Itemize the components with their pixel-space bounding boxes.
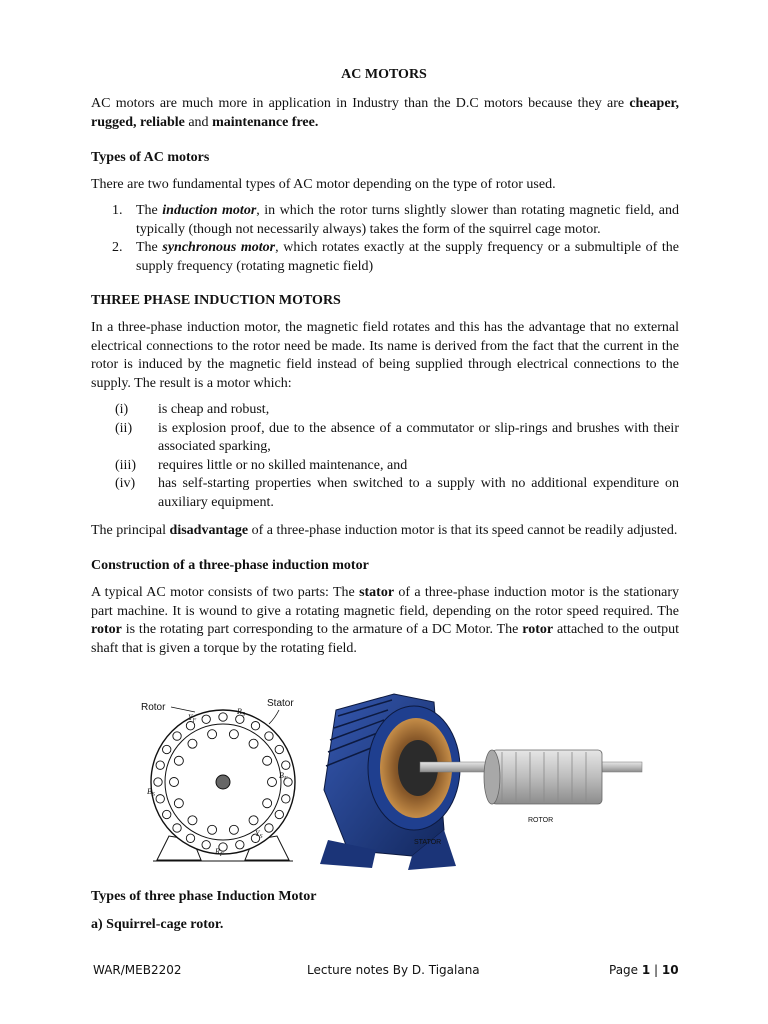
stator-slot <box>202 841 210 849</box>
three-phase-paragraph: In a three-phase induction motor, the magnetic field rotates and this has the advantage that no external electrical connections to the rotor need be made. Its name is derived from the fact that the current in the rotor is induced by the magnetic field instead of being supplied through electrical connections to the supply. The result is a motor which: <box>91 320 679 391</box>
shaft <box>216 775 230 789</box>
stator-slot <box>163 745 171 753</box>
list-item: (i) is cheap and robust, <box>115 402 270 417</box>
stator-slot <box>275 810 283 818</box>
motor-photo <box>316 680 646 872</box>
rotor-bar <box>263 799 272 808</box>
svg-text:RS: $R_S$ <box>237 707 245 718</box>
stator-slot <box>173 732 181 740</box>
photo-label-stator: STATOR <box>414 839 442 846</box>
stator-slot <box>156 761 164 769</box>
rotor-bar <box>188 739 197 748</box>
stator-slot <box>275 745 283 753</box>
rotor-bar <box>249 739 258 748</box>
rotor-bar <box>188 816 197 825</box>
list-item: (iii) requires little or no skilled maintenance, and <box>115 457 408 473</box>
rotor-bar <box>263 756 272 765</box>
stator-slot <box>154 778 162 786</box>
svg-text:YF: $Y_F$ <box>188 713 197 724</box>
label-rotor: Rotor <box>141 702 166 713</box>
stator-slot <box>236 841 244 849</box>
stator-slot <box>202 715 210 723</box>
rotor-bar <box>268 778 277 787</box>
stator-slot <box>251 722 259 730</box>
types-list <box>91 202 679 276</box>
term-stator: stator <box>359 585 395 600</box>
svg-text:BF: $B_F$ <box>279 771 288 782</box>
rotor-leader-line <box>171 707 195 712</box>
disadvantage-paragraph: The principal disadvantage of a three-phase induction motor is that its speed cannot be readily adjusted. <box>91 523 678 538</box>
intro-text: AC motors are much more in application in Industry than the D.C motors because they are <box>91 96 630 111</box>
intro-and: and <box>184 114 213 130</box>
term-rotor: rotor <box>91 622 122 637</box>
stator-slot <box>282 761 290 769</box>
list-item: (iv) has self-starting properties when switched to a supply with no additional expenditure on auxiliary equipment. <box>115 476 679 510</box>
stator-leader-line <box>269 710 279 724</box>
advantages-list <box>91 401 679 512</box>
term-synchronous-motor: synchronous motor <box>162 240 276 255</box>
construction-heading: Construction of a three-phase induction motor <box>91 558 369 573</box>
svg-text:BS: $B_S$ <box>147 787 155 798</box>
rotor-bar <box>208 730 217 739</box>
stator-slot <box>186 834 194 842</box>
rotor-bar <box>174 799 183 808</box>
types-three-phase-heading: Types of three phase Induction Motor <box>91 889 317 904</box>
list-item: 2. The synchronous motor, which rotates exactly at the supply frequency or a submultiple of the supply frequency (rotating magnetic field) <box>112 240 680 274</box>
types-heading: Types of AC motors <box>91 150 210 165</box>
footer-author: Lecture notes By D. Tigalana <box>307 963 480 977</box>
rotor-bar <box>208 825 217 834</box>
rotor-bar <box>170 778 179 787</box>
rotor-bar <box>229 730 238 739</box>
stator-slot <box>156 795 164 803</box>
rotor-bar <box>249 816 258 825</box>
stator-slot <box>265 732 273 740</box>
svg-text:RF: $R_F$ <box>215 847 224 858</box>
intro-bold-2: maintenance free. <box>212 114 319 130</box>
photo-label-rotor: ROTOR <box>528 817 554 824</box>
stator-slot <box>173 824 181 832</box>
types-intro: There are two fundamental types of AC motor depending on the type of rotor used. <box>91 177 556 192</box>
rotor-bar <box>174 756 183 765</box>
three-phase-heading: THREE PHASE INDUCTION MOTORS <box>91 293 341 308</box>
stator-slot <box>219 843 227 851</box>
footer-code: WAR/MEB2202 <box>93 963 182 977</box>
stator-slot <box>163 810 171 818</box>
squirrel-cage-heading: a) Squirrel-cage rotor. <box>91 917 224 932</box>
disadvantage-term: disadvantage <box>169 523 249 538</box>
label-stator: Stator <box>267 698 294 709</box>
list-item: 1. The induction motor, in which the rotor turns slightly slower than rotating magnetic field, and typically (though not necessarily always) takes the form of the squirrel cage motor. <box>112 203 679 237</box>
stator-rotor-diagram <box>133 692 313 870</box>
term-rotor-2: rotor <box>522 622 554 637</box>
term-induction-motor: induction motor <box>162 203 257 218</box>
list-item: (ii) is explosion proof, due to the absence of a commutator or slip-rings and brushes with their associated sparking, <box>115 420 679 454</box>
intro-paragraph <box>91 95 679 132</box>
intro-bold-1: cheaper, rugged, reliable <box>91 96 679 130</box>
stator-slot <box>282 795 290 803</box>
stator-slot <box>219 713 227 721</box>
footer-page-number: Page 1 | 10 <box>609 963 679 977</box>
stator-slot <box>265 824 273 832</box>
rotor-body <box>492 750 602 804</box>
construction-paragraph: A typical AC motor consists of two parts: The stator of a three-phase induction motor is the stationary part machine. It is wound to give a rotating magnetic field, depending on the rotor speed required. The rotor is the rotating part corresponding to the armature of a DC Motor. The rotor attached to the output shaft that is given a torque by the rotating field. <box>91 585 679 656</box>
rotor-bar <box>229 825 238 834</box>
svg-text:YS: $Y_S$ <box>255 829 263 840</box>
page-title: AC MOTORS <box>341 67 427 82</box>
